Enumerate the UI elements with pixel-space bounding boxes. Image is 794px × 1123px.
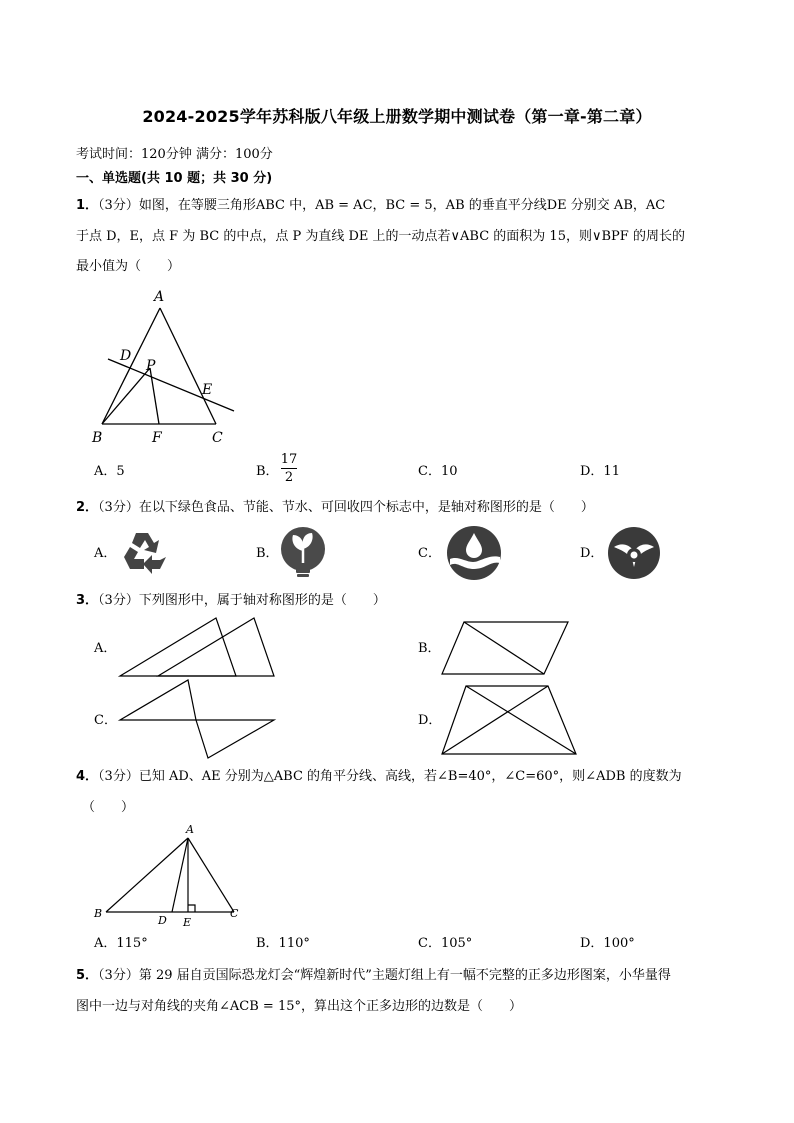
q1-option-b-fraction [279,452,299,485]
recycle-icon [118,527,174,577]
q4-option-d[interactable]: D．100° [580,936,635,951]
q2-option-c[interactable]: C． [418,546,441,561]
label-d: D [158,914,167,927]
q4-option-a[interactable]: A．115° [94,936,148,951]
fraction-numerator: 17 [280,452,298,467]
q1-option-b-prefix: B． [256,464,279,479]
question-1-figure [86,284,246,448]
question-3-number: 3． [76,593,99,608]
label-f: F [152,430,162,446]
q1-option-c[interactable]: C．10 [418,464,458,479]
question-1-line-1 [76,197,665,215]
question-1-number: 1． [76,198,99,213]
question-4-number: 4． [76,769,99,784]
q3-option-c[interactable]: C． [94,713,117,728]
label-b: B [92,430,103,446]
q3-option-c-figure [116,676,280,760]
q1-option-b[interactable] [256,463,279,481]
side-ac [160,308,216,424]
q1-option-a[interactable]: A．5 [94,464,125,479]
question-3-line [76,592,386,610]
question-2-number: 2． [76,500,99,515]
q3-option-d[interactable]: D． [418,713,442,728]
label-a: A [154,289,165,305]
question-4-line-1 [76,768,682,786]
label-d: D [120,348,132,364]
question-2-text: （3分）在以下绿色食品、节能、节水、可回收四个标志中，是轴对称图形的是（ ） [98,500,594,515]
question-2-line [76,499,594,517]
exam-title: 2024-2025学年苏科版八年级上册数学期中测试卷（第一章-第二章） [142,107,652,126]
label-c: C [230,907,239,920]
question-5-text-1: （3分）第 29 届自贡国际恐龙灯会“辉煌新时代”主题灯组上有一幅不完整的正多边形图案，小华量得 [98,968,671,983]
q3-option-d-figure [440,682,580,758]
q4-option-c[interactable]: C．105° [418,936,473,951]
question-4-text-1: （3分）已知 AD、AE 分别为△ABC 的角平分线、高线，若∠B=40°，∠C=60°，则∠ADB 的度数为 [98,769,682,784]
q2-option-d[interactable]: D． [580,546,604,561]
question-1-text-1: （3分）如图，在等腰三角形ABC 中，AB = AC，BC = 5，AB 的垂直平分线DE 分别交 AB，AC [98,198,666,213]
q3-option-a[interactable]: A． [94,641,117,656]
label-e: E [202,382,213,398]
question-5-line-2: 图中一边与对角线的夹角∠ACB = 15°，算出这个正多边形的边数是（ ） [76,999,522,1014]
question-3-text: （3分）下列图形中，属于轴对称图形的是（ ） [98,593,386,608]
energy-bulb-icon [280,525,326,581]
question-4-figure [90,820,250,930]
question-5-line-1 [76,967,671,985]
label-e: E [183,916,192,929]
q3-option-b-figure [440,618,570,676]
line-de [108,359,234,411]
green-food-icon [606,525,662,581]
section-heading: 一、单选题(共 10 题；共 30 分) [76,171,273,186]
q3-option-b[interactable]: B． [418,641,441,656]
q3-option-a-figure [116,614,278,680]
fraction-denominator: 2 [284,470,294,485]
question-5-number: 5． [76,968,99,983]
q2-option-b[interactable]: B． [256,546,279,561]
question-1-line-2: 于点 D，E，点 F 为 BC 的中点，点 P 为直线 DE 上的一动点若∨ABC 的面积为 15，则∨BPF 的周长的 [76,229,685,244]
q4-option-b[interactable]: B．110° [256,936,310,951]
question-4-line-2: （ ） [82,800,135,815]
label-p: P [146,358,156,374]
label-a: A [186,823,194,836]
q1-option-d[interactable]: D．11 [580,464,620,479]
question-1-line-3: 最小值为（ ） [76,259,181,274]
label-c: C [212,430,223,446]
q2-option-a[interactable]: A． [94,546,117,561]
exam-info: 考试时间：120分钟 满分：100分 [76,147,273,162]
segment-pf [150,368,159,424]
label-b: B [94,907,103,920]
water-saving-icon [444,525,504,581]
